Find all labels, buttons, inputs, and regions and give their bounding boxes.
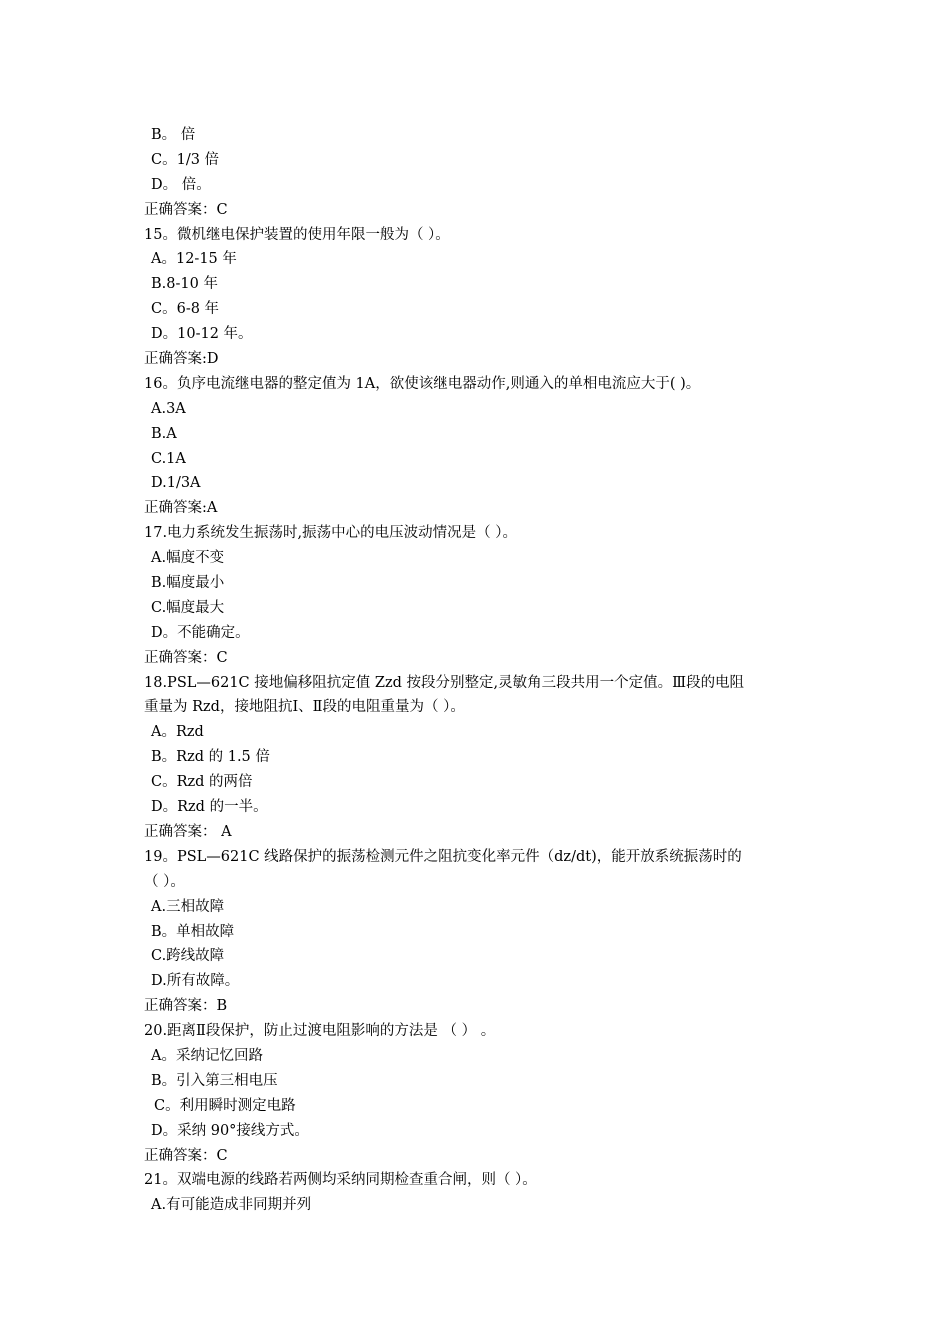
option-line: C.1A [151, 450, 186, 467]
option-line: D。不能确定。 [151, 624, 250, 641]
option-line: D。10-12 年。 [151, 326, 253, 343]
option-line: D.所有故障。 [151, 973, 240, 990]
option-line: D。 倍。 [151, 176, 211, 193]
option-line: B。 倍 [151, 127, 196, 143]
option-line: C。6-8 年 [151, 301, 220, 318]
option-line: A.3A [151, 400, 186, 417]
option-line: D.1/3A [151, 475, 201, 492]
option-line: A。12-15 年 [151, 251, 237, 268]
answer-line: 正确答案:A [144, 500, 218, 517]
option-line: A。采纳记忆回路 [151, 1047, 263, 1064]
option-line: B。引入第三相电压 [151, 1072, 278, 1089]
option-line: C.跨线故障 [151, 948, 225, 965]
question-text: 20.距离Ⅱ段保护，防止过渡电阻影响的方法是 （ ） 。 [144, 1023, 496, 1040]
option-line: C。Rzd 的两倍 [151, 774, 253, 791]
question-text: 16。负序电流继电器的整定值为 1A，欲使该继电器动作,则通入的单相电流应大于( )。 [144, 375, 701, 392]
question-text: 18.PSL—621C 接地偏移阻抗定值 Zzd 按段分别整定,灵敏角三段共用一个定值。Ⅲ段的电阻 [144, 674, 745, 691]
option-line: C。利用瞬时测定电路 [154, 1097, 296, 1114]
text-lines [144, 123, 814, 1218]
answer-line: 正确答案：B [144, 998, 228, 1015]
question-text: 重量为 Rzd，接地阻抗Ⅰ、Ⅱ段的电阻重量为（ ）。 [144, 699, 465, 716]
option-line: A.幅度不变 [151, 550, 225, 567]
answer-line: 正确答案：C [144, 1147, 228, 1164]
option-line: C.幅度最大 [151, 599, 225, 616]
option-line: A.有可能造成非同期并列 [151, 1197, 312, 1214]
option-line: D。采纳 90°接线方式。 [151, 1122, 309, 1139]
option-line: B.幅度最小 [151, 575, 225, 592]
option-line: A.三相故障 [151, 898, 225, 915]
option-line: B。Rzd 的 1.5 倍 [151, 749, 270, 766]
option-line: C。1/3 倍 [151, 151, 220, 168]
answer-line: 正确答案:D [144, 351, 219, 368]
question-text: 17.电力系统发生振荡时,振荡中心的电压波动情况是（ ）。 [144, 525, 518, 542]
answer-line: 正确答案：C [144, 649, 228, 666]
option-line: B。单相故障 [151, 923, 235, 940]
question-text: 15。微机继电保护装置的使用年限一般为（ ）。 [144, 226, 450, 243]
option-line: B.A [151, 425, 177, 442]
question-text: 19。PSL—621C 线路保护的振荡检测元件之阻抗变化率元件（dz/dt)，能开放系统振荡时的 [144, 848, 742, 865]
answer-line: 正确答案：C [144, 201, 228, 218]
option-line: D。Rzd 的一半。 [151, 799, 268, 816]
question-text: 21。双端电源的线路若两侧均采纳同期检查重合闸，则（ ）。 [144, 1172, 537, 1189]
option-line: A。Rzd [151, 724, 204, 741]
document-body [144, 123, 814, 1218]
question-text: （ ）。 [144, 873, 185, 890]
option-line: B.8-10 年 [151, 276, 218, 293]
answer-line: 正确答案： A [144, 823, 232, 840]
